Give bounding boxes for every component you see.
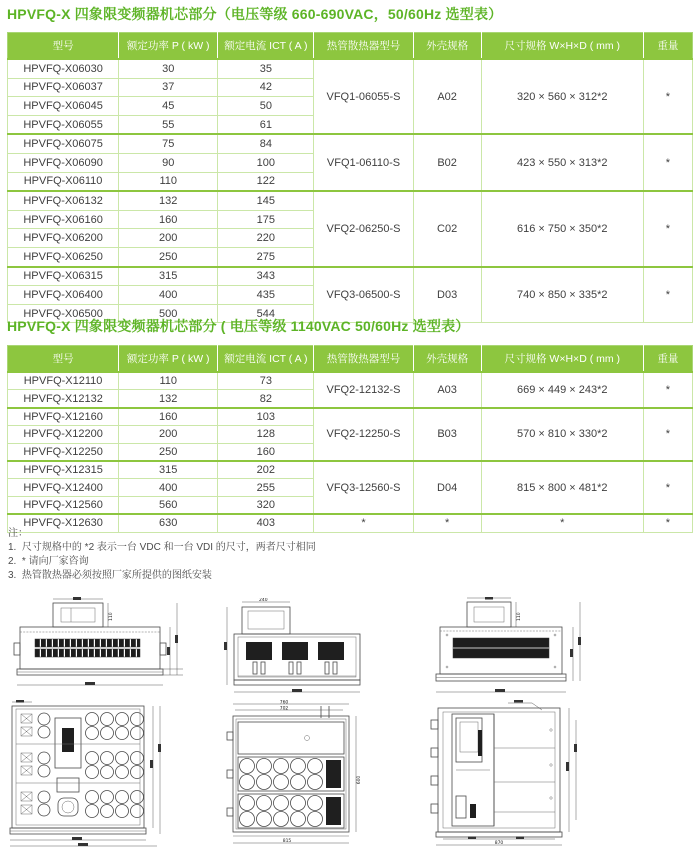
cell-power: 37 — [119, 78, 218, 97]
cell-current: 100 — [218, 153, 314, 172]
drawing-unit-side-view-left — [5, 597, 185, 699]
cell-model: HPVFQ-X12250 — [8, 443, 119, 461]
cell-current: 61 — [218, 115, 314, 134]
cell-current: 35 — [218, 59, 314, 78]
cell-power: 160 — [119, 408, 218, 426]
footnote-label: 注： — [8, 528, 28, 539]
cell-heatsink: VFQ2-12250-S — [314, 408, 413, 461]
cell-model: HPVFQ-X06075 — [8, 134, 119, 153]
cell-model: HPVFQ-X12630 — [8, 514, 119, 532]
cell-current: 175 — [218, 210, 314, 229]
cell-weight: * — [643, 408, 692, 461]
cell-power: 45 — [119, 97, 218, 116]
column-header-0: 型号 — [8, 33, 119, 60]
cell-weight: * — [643, 59, 692, 134]
table-header-row — [8, 346, 693, 373]
cell-heatsink: VFQ3-12560-S — [314, 461, 413, 514]
cell-power: 110 — [119, 372, 218, 390]
cell-current: 160 — [218, 443, 314, 461]
cell-power: 90 — [119, 153, 218, 172]
cell-model: HPVFQ-X12132 — [8, 390, 119, 408]
dim-label: 870 — [494, 841, 504, 846]
footnote-2: 2. * 请向厂家咨询 — [8, 556, 89, 567]
cell-current: 255 — [218, 479, 314, 496]
cell-model: HPVFQ-X06160 — [8, 210, 119, 229]
cell-current: 82 — [218, 390, 314, 408]
cell-power: 250 — [119, 247, 218, 266]
table-row — [8, 461, 693, 479]
table-row — [8, 372, 693, 390]
selection-table-1140vac — [7, 345, 693, 533]
cell-size: 740 × 850 × 335*2 — [481, 267, 643, 323]
cell-power: 55 — [119, 115, 218, 134]
cell-case: B03 — [413, 408, 481, 461]
cell-size: 815 × 800 × 481*2 — [481, 461, 643, 514]
cell-power: 132 — [119, 191, 218, 210]
selection-table-660-690vac — [7, 32, 693, 323]
cell-current: 544 — [218, 304, 314, 323]
cell-model: HPVFQ-X06045 — [8, 97, 119, 116]
cell-model: HPVFQ-X06200 — [8, 229, 119, 248]
cell-model: HPVFQ-X12560 — [8, 496, 119, 514]
dim-label: 110 — [109, 612, 114, 621]
cell-model: HPVFQ-X06030 — [8, 59, 119, 78]
dim-label: 702 — [279, 706, 289, 712]
cell-model: HPVFQ-X06400 — [8, 286, 119, 305]
cell-weight: * — [643, 461, 692, 514]
cell-heatsink: VFQ1-06110-S — [314, 134, 413, 191]
cell-power: 500 — [119, 304, 218, 323]
cell-power: 315 — [119, 267, 218, 286]
dim-label: 240 — [259, 598, 268, 603]
table-header-row — [8, 33, 693, 60]
cell-power: 400 — [119, 286, 218, 305]
drawing-unit-side-view-right — [425, 597, 590, 702]
cell-weight: * — [643, 267, 692, 323]
column-header-6: 重量 — [643, 346, 692, 373]
column-header-3: 热管散热器型号 — [314, 33, 413, 60]
cell-size: 320 × 560 × 312*2 — [481, 59, 643, 134]
page-title-table1: HPVFQ-X 四象限变频器机芯部分（电压等级 660-690VAC，50/60Hz 选型表） — [7, 6, 503, 22]
cell-model: HPVFQ-X06037 — [8, 78, 119, 97]
cell-current: 220 — [218, 229, 314, 248]
cell-size: 423 × 550 × 313*2 — [481, 134, 643, 191]
cell-heatsink: * — [314, 514, 413, 532]
cell-current: 275 — [218, 247, 314, 266]
cell-model: HPVFQ-X12160 — [8, 408, 119, 426]
dim-label: 110 — [517, 612, 522, 621]
cell-model: HPVFQ-X06315 — [8, 267, 119, 286]
column-header-2: 额定电流 ICT ( A ) — [218, 346, 314, 373]
cell-size: * — [481, 514, 643, 532]
cell-case: D04 — [413, 461, 481, 514]
cell-case: A03 — [413, 372, 481, 408]
footnote-3: 3. 热管散热器必须按照厂家所提供的图纸安装 — [8, 570, 212, 581]
cell-model: HPVFQ-X12200 — [8, 426, 119, 443]
cell-current: 73 — [218, 372, 314, 390]
dim-label: 815 — [282, 839, 292, 844]
cell-size: 616 × 750 × 350*2 — [481, 191, 643, 266]
cell-current: 343 — [218, 267, 314, 286]
drawing-cabinet-front-right — [420, 700, 595, 849]
cell-model: HPVFQ-X06110 — [8, 172, 119, 191]
table-row — [8, 267, 693, 286]
cell-model: HPVFQ-X12315 — [8, 461, 119, 479]
column-header-3: 热管散热器型号 — [314, 346, 413, 373]
cell-current: 103 — [218, 408, 314, 426]
cell-power: 110 — [119, 172, 218, 191]
cell-model: HPVFQ-X12400 — [8, 479, 119, 496]
cell-model: HPVFQ-X06500 — [8, 304, 119, 323]
column-header-0: 型号 — [8, 346, 119, 373]
column-header-4: 外壳规格 — [413, 33, 481, 60]
cell-power: 75 — [119, 134, 218, 153]
footnotes — [8, 527, 316, 583]
cell-case: A02 — [413, 59, 481, 134]
cell-model: HPVFQ-X06250 — [8, 247, 119, 266]
cell-power: 200 — [119, 426, 218, 443]
cell-power: 315 — [119, 461, 218, 479]
cell-current: 320 — [218, 496, 314, 514]
cell-power: 250 — [119, 443, 218, 461]
table-row — [8, 59, 693, 78]
cell-weight: * — [643, 514, 692, 532]
column-header-4: 外壳规格 — [413, 346, 481, 373]
cell-heatsink: VFQ1-06055-S — [314, 59, 413, 134]
cell-heatsink: VFQ2-06250-S — [314, 191, 413, 266]
cell-power: 630 — [119, 514, 218, 532]
dim-label: 760 — [279, 700, 289, 706]
table-row — [8, 134, 693, 153]
table-row — [8, 191, 693, 210]
cell-power: 200 — [119, 229, 218, 248]
drawing-cabinet-front-middle — [225, 700, 365, 849]
cell-size: 570 × 810 × 330*2 — [481, 408, 643, 461]
cell-case: C02 — [413, 191, 481, 266]
cell-heatsink: VFQ2-12132-S — [314, 372, 413, 408]
cell-current: 435 — [218, 286, 314, 305]
dim-label: 600 — [357, 775, 362, 785]
drawing-unit-top-view — [222, 598, 372, 698]
cell-power: 560 — [119, 496, 218, 514]
cell-model: HPVFQ-X06132 — [8, 191, 119, 210]
cell-current: 50 — [218, 97, 314, 116]
cell-case: B02 — [413, 134, 481, 191]
footnote-1: 1. 尺寸规格中的 *2 表示一台 VDC 和一台 VDI 的尺寸，两者尺寸相同 — [8, 542, 316, 553]
cell-model: HPVFQ-X06055 — [8, 115, 119, 134]
column-header-1: 额定功率 P ( kW ) — [119, 346, 218, 373]
cell-case: D03 — [413, 267, 481, 323]
cell-current: 145 — [218, 191, 314, 210]
column-header-5: 尺寸规格 W×H×D ( mm ) — [481, 33, 643, 60]
cell-case: * — [413, 514, 481, 532]
column-header-6: 重量 — [643, 33, 692, 60]
cell-weight: * — [643, 134, 692, 191]
cell-current: 122 — [218, 172, 314, 191]
cell-current: 202 — [218, 461, 314, 479]
table-row — [8, 408, 693, 426]
cell-power: 400 — [119, 479, 218, 496]
drawing-cabinet-front-left — [2, 700, 172, 849]
column-header-2: 额定电流 ICT ( A ) — [218, 33, 314, 60]
page-title-table2: HPVFQ-X 四象限变频器机芯部分 ( 电压等级 1140VAC 50/60Hz 选型表） — [7, 318, 470, 334]
cell-current: 42 — [218, 78, 314, 97]
cell-power: 132 — [119, 390, 218, 408]
cell-model: HPVFQ-X12110 — [8, 372, 119, 390]
cell-heatsink: VFQ3-06500-S — [314, 267, 413, 323]
cell-current: 128 — [218, 426, 314, 443]
cell-weight: * — [643, 372, 692, 408]
cell-model: HPVFQ-X06090 — [8, 153, 119, 172]
column-header-1: 额定功率 P ( kW ) — [119, 33, 218, 60]
cell-current: 403 — [218, 514, 314, 532]
cell-size: 669 × 449 × 243*2 — [481, 372, 643, 408]
column-header-5: 尺寸规格 W×H×D ( mm ) — [481, 346, 643, 373]
cell-current: 84 — [218, 134, 314, 153]
cell-power: 160 — [119, 210, 218, 229]
cell-weight: * — [643, 191, 692, 266]
cell-power: 30 — [119, 59, 218, 78]
